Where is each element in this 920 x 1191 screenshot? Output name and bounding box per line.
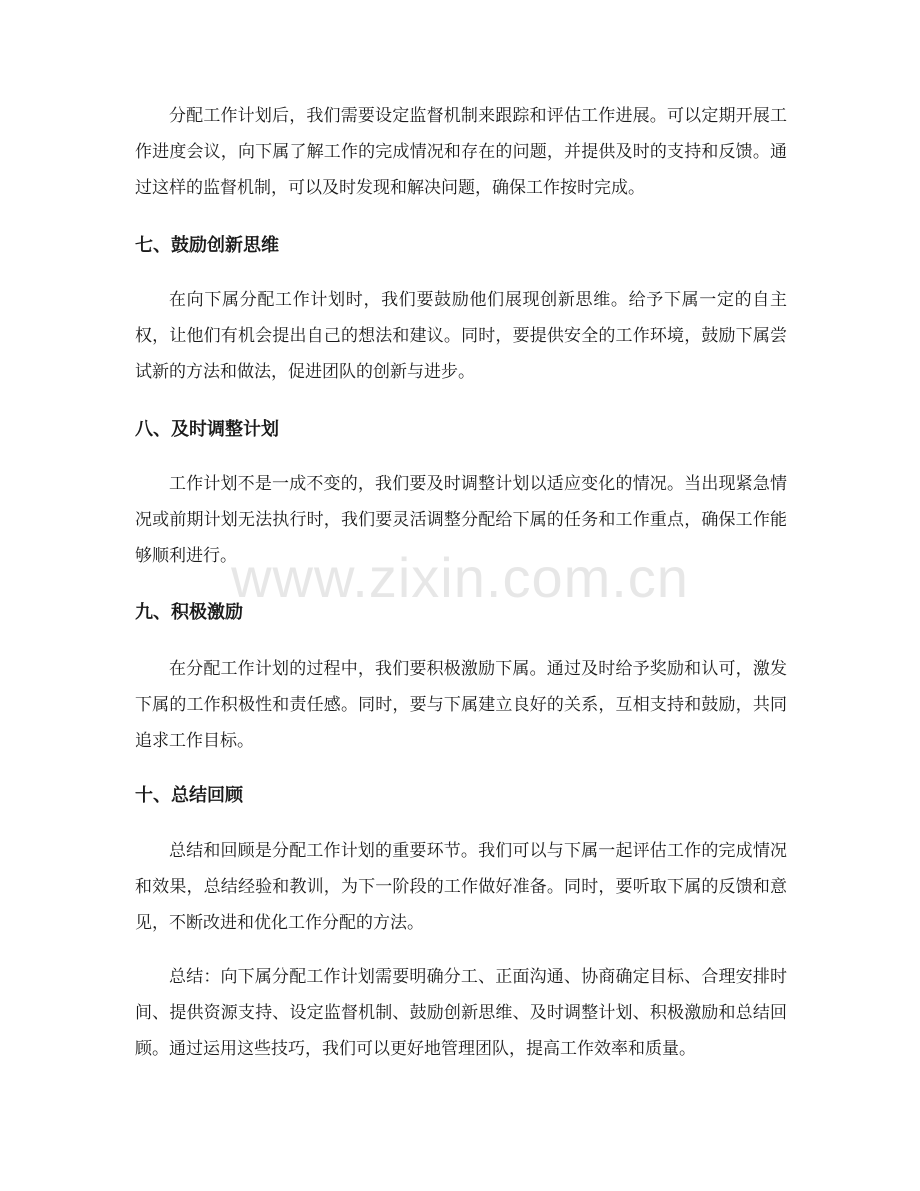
heading-encourage-innovation: 七、鼓励创新思维 [135,235,279,256]
heading-motivation: 九、积极激励 [135,602,243,623]
document-body [135,98,787,1067]
watermark-text: www.zixin.com.cn [231,546,689,609]
paragraph-review: 总结和回顾是分配工作计划的重要环节。我们可以与下属一起评估工作的完成情况和效果，总结经验和教训，为下一阶段的工作做好准备。同时，要听取下属的反馈和意见，不断改进和优化工作分配的方法。 [135,841,787,933]
paragraph-supervision: 分配工作计划后，我们需要设定监督机制来跟踪和评估工作进展。可以定期开展工作进度会议，向下属了解工作的完成情况和存在的问题，并提供及时的支持和反馈。通过这样的监督机制，可以及时发现和解决问题，确保工作按时完成。 [135,106,787,198]
paragraph-summary: 总结：向下属分配工作计划需要明确分工、正面沟通、协商确定目标、合理安排时间、提供资源支持、设定监督机制、鼓励创新思维、及时调整计划、积极激励和总结回顾。通过运用这些技巧，我们可以更好地管理团队，提高工作效率和质量。 [135,967,787,1059]
paragraph-motivation: 在分配工作计划的过程中，我们要积极激励下属。通过及时给予奖励和认可，激发下属的工作积极性和责任感。同时，要与下属建立良好的关系，互相支持和鼓励，共同追求工作目标。 [135,659,787,751]
heading-adjust-plan: 八、及时调整计划 [135,419,279,440]
heading-review: 十、总结回顾 [135,785,243,806]
paragraph-adjust-plan: 工作计划不是一成不变的，我们要及时调整计划以适应变化的情况。当出现紧急情况或前期计划无法执行时，我们要灵活调整分配给下属的任务和工作重点，确保工作能够顺利进行。 [135,474,787,566]
paragraph-encourage-innovation: 在向下属分配工作计划时，我们要鼓励他们展现创新思维。给予下属一定的自主权，让他们有机会提出自己的想法和建议。同时，要提供安全的工作环境，鼓励下属尝试新的方法和做法，促进团队的创新与进步。 [135,290,787,382]
